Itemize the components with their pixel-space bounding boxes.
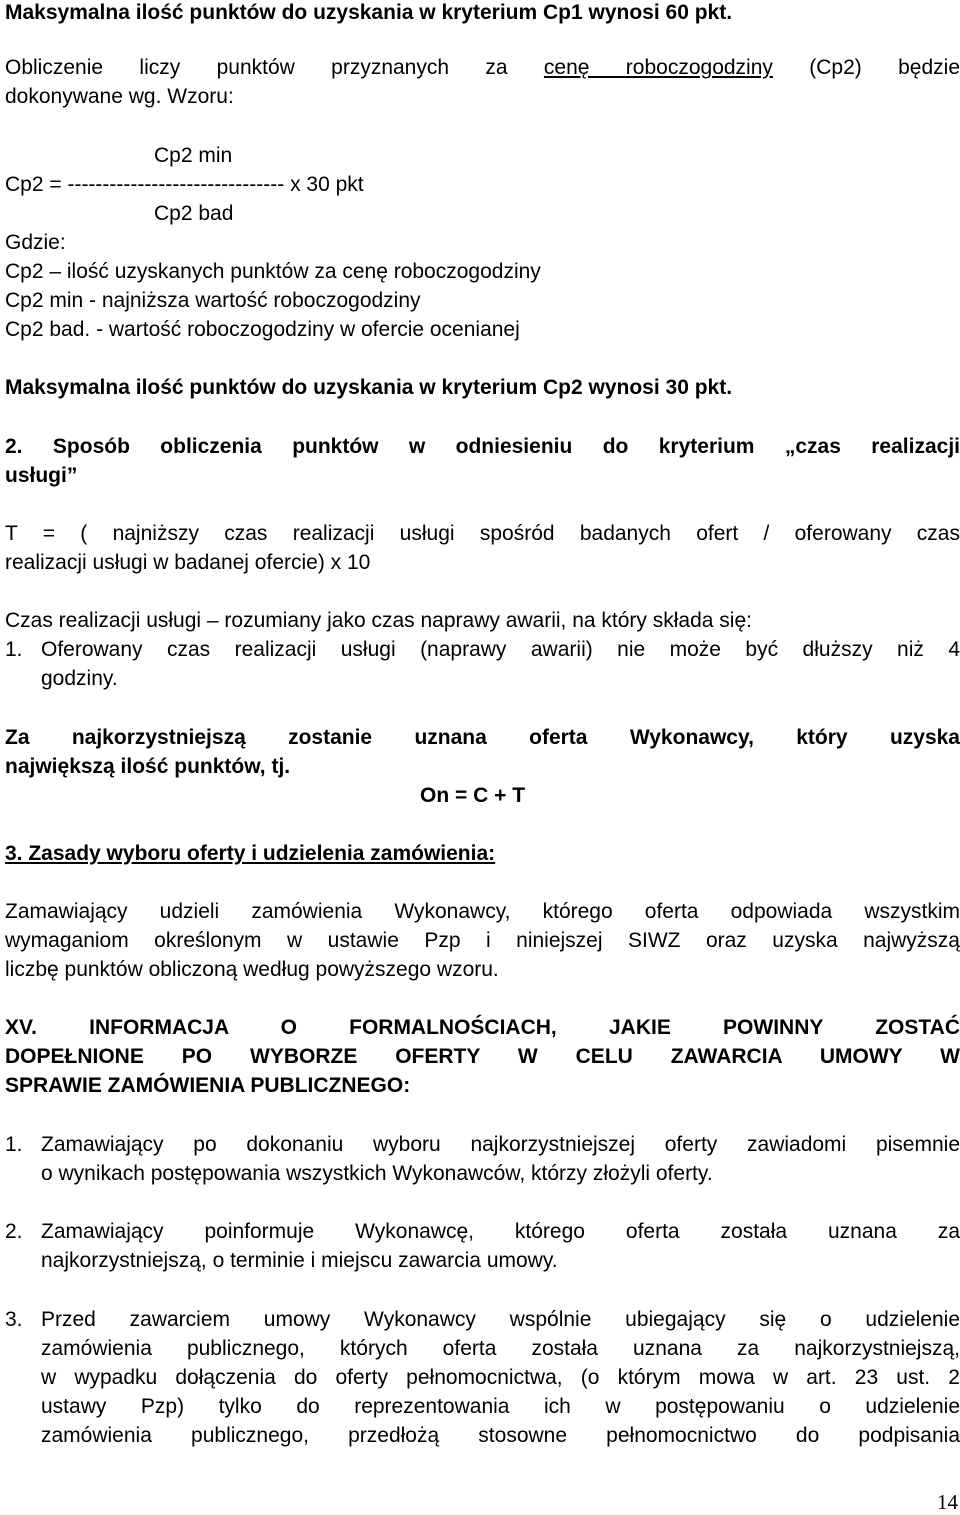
where-label: Gdzie: xyxy=(5,231,66,254)
time-item-line1: Oferowany czas realizacji usługi (naprawy awarii) nie może być dłuższy niż 4 xyxy=(41,638,960,661)
list-item-line: w wypadku dołączenia do oferty pełnomocnictwa, (o którym mowa w art. 23 ust. 2 xyxy=(41,1366,960,1389)
section2-heading-line1: 2. Sposób obliczenia punktów w odniesieniu do kryterium „czas realizacji xyxy=(5,435,960,458)
time-formula-line1: T = ( najniższy czas realizacji usługi spośród badanych ofert / oferowany czas xyxy=(5,522,960,545)
cp2-intro-underlined: cenę roboczogodziny xyxy=(543,56,773,79)
list-item-line: zamówienia publicznego, których oferta została uznana za najkorzystniejszą, xyxy=(41,1337,960,1360)
formula-main: Cp2 = ------------------------------- x 30 pkt xyxy=(5,173,364,196)
list-item-line: Zamawiający po dokonaniu wyboru najkorzystniejszej oferty zawiadomi pisemnie xyxy=(41,1133,960,1156)
cp2-intro-text: Obliczenie liczy punktów przyznanych za xyxy=(5,56,544,79)
cp2-max-points: Maksymalna ilość punktów do uzyskania w kryterium Cp2 wynosi 30 pkt. xyxy=(5,376,733,399)
list-number: 2. xyxy=(5,1220,23,1243)
cp2-intro-text-end: (Cp2) będzie xyxy=(772,56,960,79)
formula-denominator: Cp2 bad xyxy=(154,202,234,225)
time-definition: Czas realizacji usługi – rozumiany jako czas naprawy awarii, na który składa się: xyxy=(5,609,752,632)
section2-heading-line2: usługi” xyxy=(5,464,78,487)
section3-paragraph-line2: wymaganiom określonym w ustawie Pzp i niniejszej SIWZ oraz uzyska najwyższą xyxy=(5,929,960,952)
list-item-line: o wynikach postępowania wszystkich Wykonawców, którzy złożyli oferty. xyxy=(41,1162,713,1185)
list-item-line: Zamawiający poinformuje Wykonawcę, którego oferta została uznana za xyxy=(41,1220,960,1243)
list-number: 1. xyxy=(5,638,23,661)
section3-heading: 3. Zasady wyboru oferty i udzielenia zamówienia: xyxy=(5,842,496,865)
definition-cp2: Cp2 – ilość uzyskanych punktów za cenę roboczogodziny xyxy=(5,260,541,283)
section3-paragraph-line1: Zamawiający udzieli zamówienia Wykonawcy, którego oferta odpowiada wszystkim xyxy=(5,900,960,923)
best-offer-line2: największą ilość punktów, tj. xyxy=(5,755,291,778)
list-item-line: najkorzystniejszą, o terminie i miejscu zawarcia umowy. xyxy=(41,1249,558,1272)
cp2-intro-line2: dokonywane wg. Wzoru: xyxy=(5,85,234,108)
definition-cp2-min: Cp2 min - najniższa wartość roboczogodziny xyxy=(5,289,421,312)
best-offer-formula: On = C + T xyxy=(420,784,526,807)
sectionXV-heading-line1: XV. INFORMACJA O FORMALNOŚCIACH, JAKIE POWINNY ZOSTAĆ xyxy=(5,1016,960,1039)
sectionXV-heading-line3: SPRAWIE ZAMÓWIENIA PUBLICZNEGO: xyxy=(5,1074,411,1097)
list-item-line: zamówienia publicznego, przedłożą stosowne pełnomocnictwo do podpisania xyxy=(41,1424,960,1447)
sectionXV-heading-line2: DOPEŁNIONE PO WYBORZE OFERTY W CELU ZAWARCIA UMOWY W xyxy=(5,1045,960,1068)
list-number: 3. xyxy=(5,1308,23,1331)
time-item-line2: godziny. xyxy=(41,667,118,690)
time-formula-line2: realizacji usługi w badanej ofercie) x 10 xyxy=(5,551,371,574)
list-item-line: Przed zawarciem umowy Wykonawcy wspólnie ubiegający się o udzielenie xyxy=(41,1308,960,1331)
section3-paragraph-line3: liczbę punktów obliczoną według powyższego wzoru. xyxy=(5,958,499,981)
formula-numerator: Cp2 min xyxy=(154,144,233,167)
list-number: 1. xyxy=(5,1133,23,1156)
best-offer-line1: Za najkorzystniejszą zostanie uznana oferta Wykonawcy, który uzyska xyxy=(5,726,960,749)
cp1-max-points: Maksymalna ilość punktów do uzyskania w kryterium Cp1 wynosi 60 pkt. xyxy=(5,1,733,24)
cp2-intro-line1 xyxy=(5,53,960,82)
list-item-line: ustawy Pzp) tylko do reprezentowania ich w postępowaniu o udzielenie xyxy=(41,1395,960,1418)
definition-cp2-bad: Cp2 bad. - wartość roboczogodziny w ofercie ocenianej xyxy=(5,318,520,341)
page-number: 14 xyxy=(937,1490,958,1514)
